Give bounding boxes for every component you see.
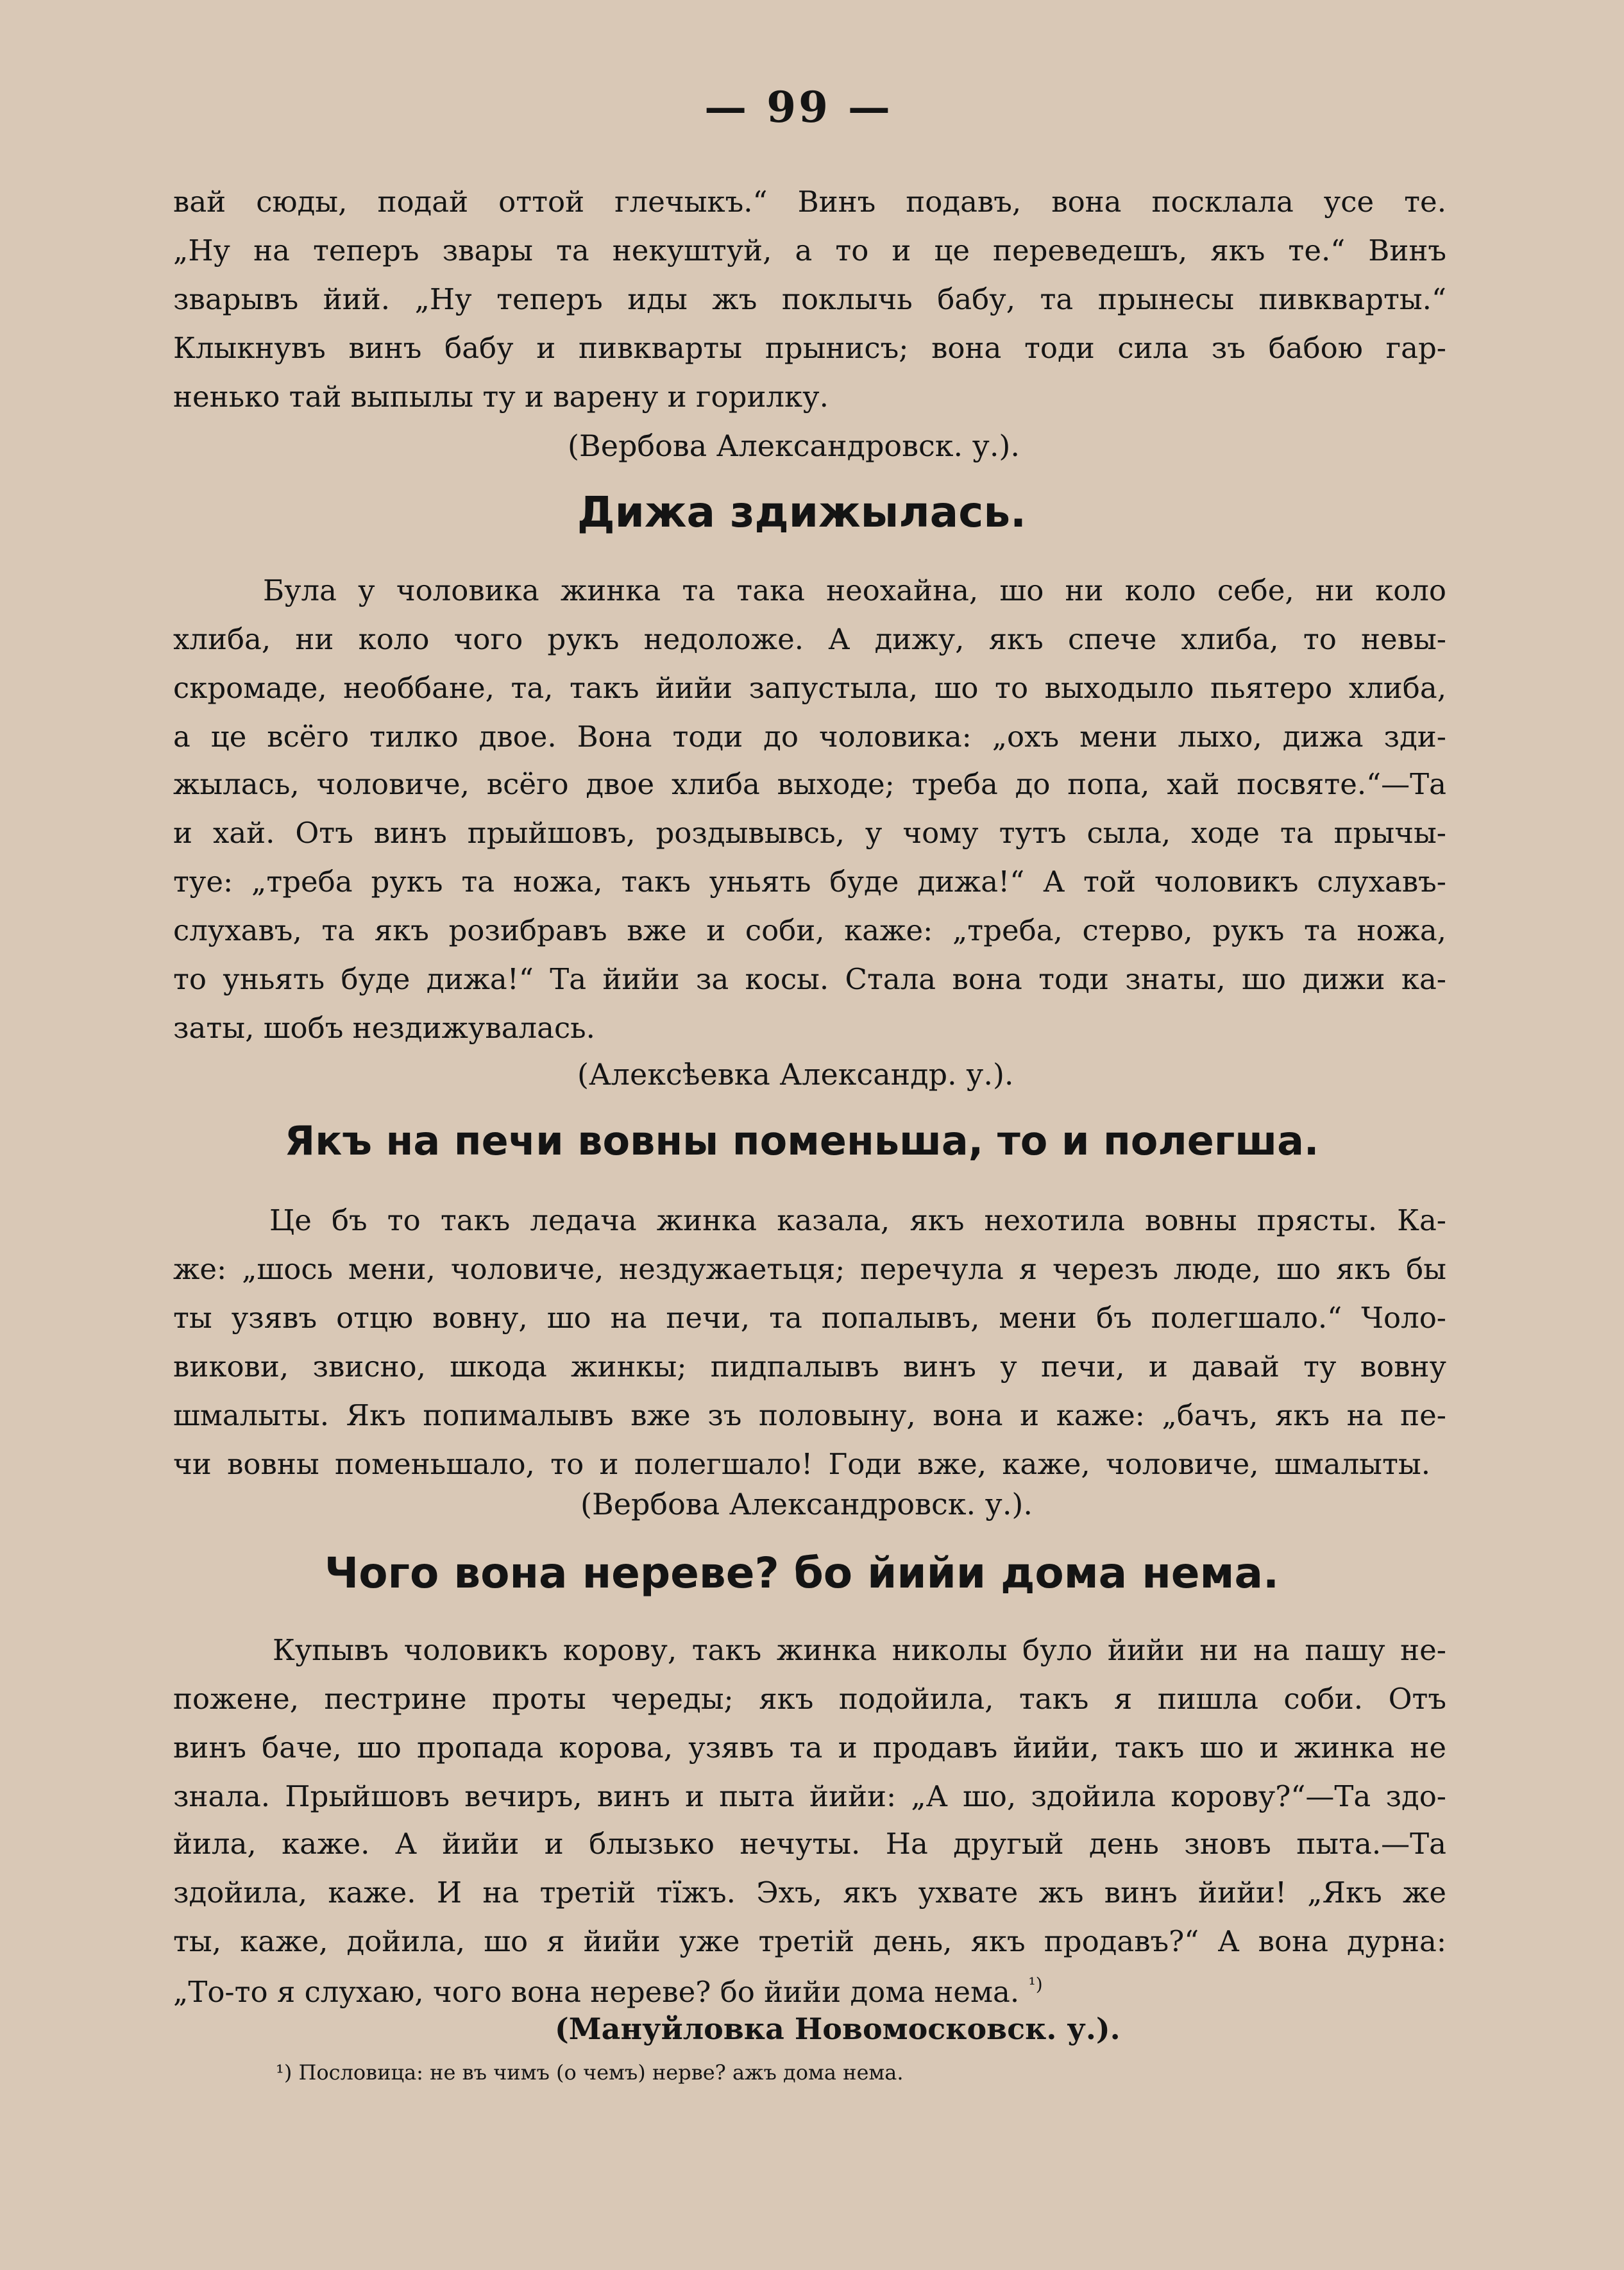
intro-line-5: ненько тай выпылы ту и варену и горилку. [173,380,829,414]
story2-line-3: ты узявъ отцю вовну, шо на печи, та попалывъ, мени бъ полегшало.“ Чоло- [173,1301,1446,1335]
story1-line-9: то уньять буде дижа!“ Та йийи за косы. Стала вона тоди знаты, шо дижи ка- [173,962,1446,996]
story3-title: Чого вона нереве? бо йийи дома нема. [324,1548,1280,1598]
story1-line-4: а це всёго тилко двое. Вона тоди до чоловика: „охъ мени лыхо, дижа зди- [173,720,1446,754]
footnote: ¹) Пословица: не въ чимъ (о чемъ) нерве? ажъ дома нема. [276,2060,904,2085]
story3-source: (Мануйловка Новомосковск. у.). [555,2012,1121,2046]
story1-line-1: Була у чоловика жинка та така неохайна, шо ни коло себе, ни коло [263,573,1446,607]
story3-line-5: йила, каже. А йийи и блызько нечуты. На другый день зновъ пыта.—Та [173,1827,1446,1861]
story1-source: (Алексѣевка Александр. у.). [577,1057,1014,1092]
story2-source: (Вербова Александровск. у.). [580,1487,1033,1521]
intro-line-1: вай сюды, подай оттой глечыкъ.“ Винъ подавъ, вона посклала усе те. [173,185,1446,219]
story3-line-4: знала. Прыйшовъ вечиръ, винъ и пыта йийи: „А шо, здойила корову?“—Та здо- [173,1779,1446,1813]
story3-line-1: Купывъ чоловикъ корову, такъ жинка николы було йийи ни на пашу не- [273,1633,1446,1667]
story2-title: Якъ на печи вовны поменьша, то и полегша. [284,1117,1319,1164]
story1-line-8: слухавъ, та якъ розибравъ вже и соби, каже: „треба, стерво, рукъ та ножа, [173,913,1446,947]
story1-line-2: хлиба, ни коло чого рукъ недоложе. А дижу, якъ спече хлиба, то невы- [173,622,1446,656]
story1-line-5: жылась, чоловиче, всёго двое хлиба выходе; треба до попа, хай посвяте.“—Та [173,767,1446,801]
story2-line-2: же: „шось мени, чоловиче, нездужаетьця; перечула я черезъ люде, шо якъ бы [173,1252,1446,1286]
intro-line-2: „Ну на теперъ звары та некуштуй, а то и це переведешъ, якъ те.“ Винъ [173,233,1446,267]
story1-line-6: и хай. Отъ винъ прыйшовъ, роздывывсь, у чому тутъ сыла, ходе та прычы- [173,816,1446,850]
story1-line-7: туе: „треба рукъ та ножа, такъ уньять буде дижа!“ А той чоловикъ слухавъ- [173,865,1446,899]
story2-line-4: викови, звисно, шкода жинкы; пидпалывъ винъ у печи, и давай ту вовну [173,1350,1446,1384]
story3-line-3: винъ баче, шо пропада корова, узявъ та и продавъ йийи, такъ шо и жинка не [173,1731,1446,1765]
intro-line-4: Клыкнувъ винъ бабу и пивкварты прынисъ; вона тоди сила зъ бабою гар- [173,331,1446,365]
story3-line-2: пожене, пестрине проты череды; якъ подойила, такъ я пишла соби. Отъ [173,1682,1446,1716]
story2-line-6: чи вовны поменьшало, то и полегшало! Годи вже, каже, чоловиче, шмалыты. [173,1447,1430,1481]
story3-line-7: ты, каже, дойила, шо я йийи уже третій день, якъ продавъ?“ А вона дурна: [173,1924,1446,1958]
story3-line-8-text: „То-то я слухаю, чого вона нереве? бо йийи дома нема. [173,1975,1020,2009]
intro-line-3: зварывъ йий. „Ну теперъ иды жъ поклычь бабу, та прынесы пивкварты.“ [173,282,1446,316]
story1-line-3: скромаде, необбане, та, такъ йийи запустыла, шо то выходыло пьятеро хлиба, [173,671,1446,705]
story1-title: Дижа здижылась. [577,487,1027,537]
intro-source: (Вербова Александровск. у.). [568,428,1020,463]
story1-line-10: заты, шобъ нездижувалась. [173,1011,595,1045]
page-number: — 99 — [704,82,893,132]
story3-line-8 [173,1974,1043,2009]
story2-line-1: Це бъ то такъ ледача жинка казала, якъ нехотила вовны прясты. Ка- [269,1203,1446,1237]
footnote-marker: ¹) [1028,1974,1043,1995]
story3-line-6: здойила, каже. И на третій тїжъ. Эхъ, якъ ухвате жъ винъ йийи! „Якъ же [173,1876,1446,1910]
story2-line-5: шмалыты. Якъ попималывъ вже зъ половыну, вона и каже: „бачъ, якъ на пе- [173,1398,1446,1432]
